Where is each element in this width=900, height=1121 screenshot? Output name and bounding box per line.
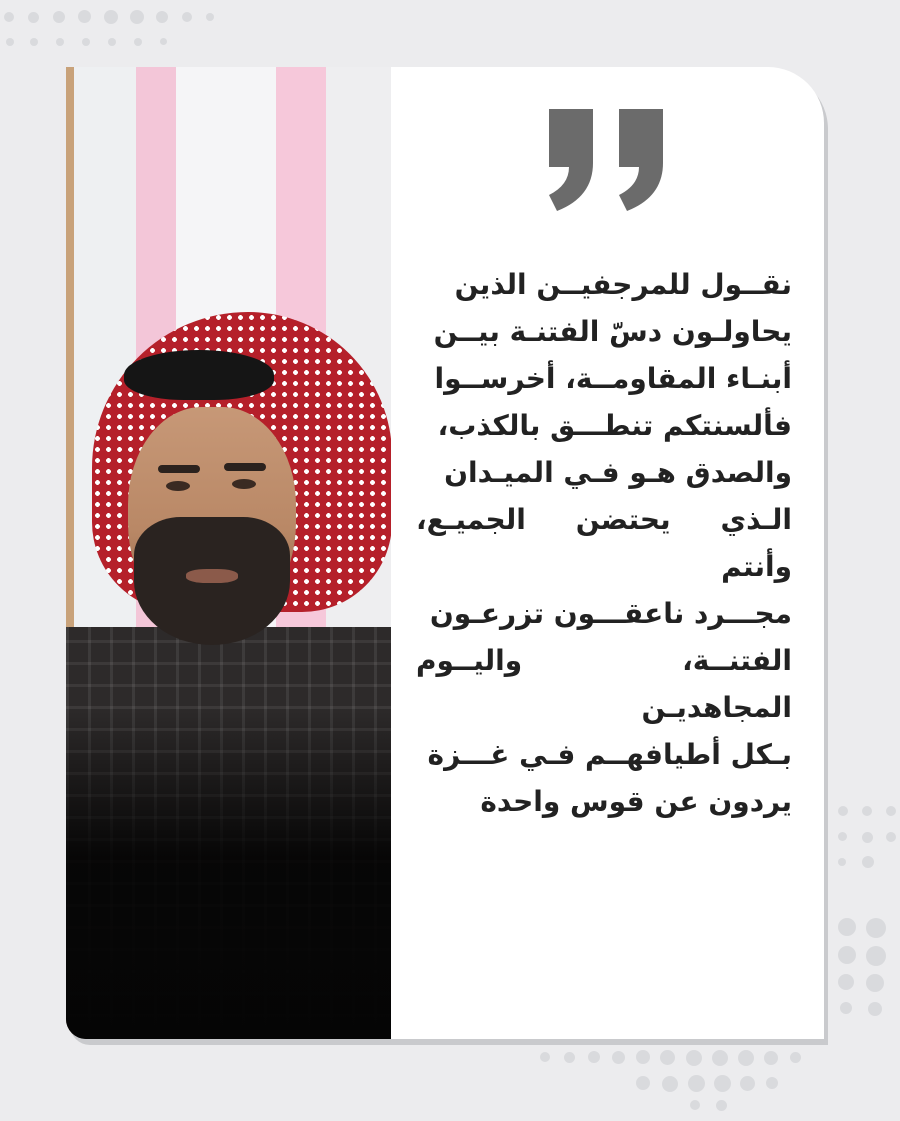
closing-quotation-icon [549, 105, 669, 215]
agal-band [124, 350, 274, 400]
mouth [186, 569, 238, 583]
dot-pattern-top-left [0, 0, 270, 60]
dot-pattern-right [830, 800, 900, 1040]
quote-text [416, 261, 792, 825]
right-brow [224, 463, 266, 471]
speaker-photo [66, 67, 391, 1039]
quote-line: يردون عن قوس واحدة [480, 785, 792, 818]
quote-line: بـكل أطيافهــم فـي غـــزة [427, 738, 792, 771]
quote-line: والصدق هـو فـي الميـدان [444, 456, 792, 489]
dot-pattern-bottom [530, 1046, 820, 1116]
quote-line: نقــول للمرجفيــن الذين [454, 268, 792, 301]
left-brow [158, 465, 200, 473]
photo-dark-fade [66, 707, 391, 1039]
left-eye [166, 481, 190, 491]
quote-line: أبنـاء المقاومــة، أخرســوا [434, 362, 792, 395]
quote-line: يحاولـون دسّ الفتنـة بيــن [433, 315, 792, 348]
quote-card [66, 67, 824, 1039]
quote-line: فألسنتكم تنطـــق بالكذب، [437, 409, 792, 442]
right-eye [232, 479, 256, 489]
quote-line: الـذي يحتضن الجميـع، وأنتم [416, 503, 792, 583]
quote-line: مجـــرد ناعقـــون تزرعـون [429, 597, 792, 630]
quote-line: الفتنــة، واليــوم المجاهديـن [416, 644, 792, 724]
